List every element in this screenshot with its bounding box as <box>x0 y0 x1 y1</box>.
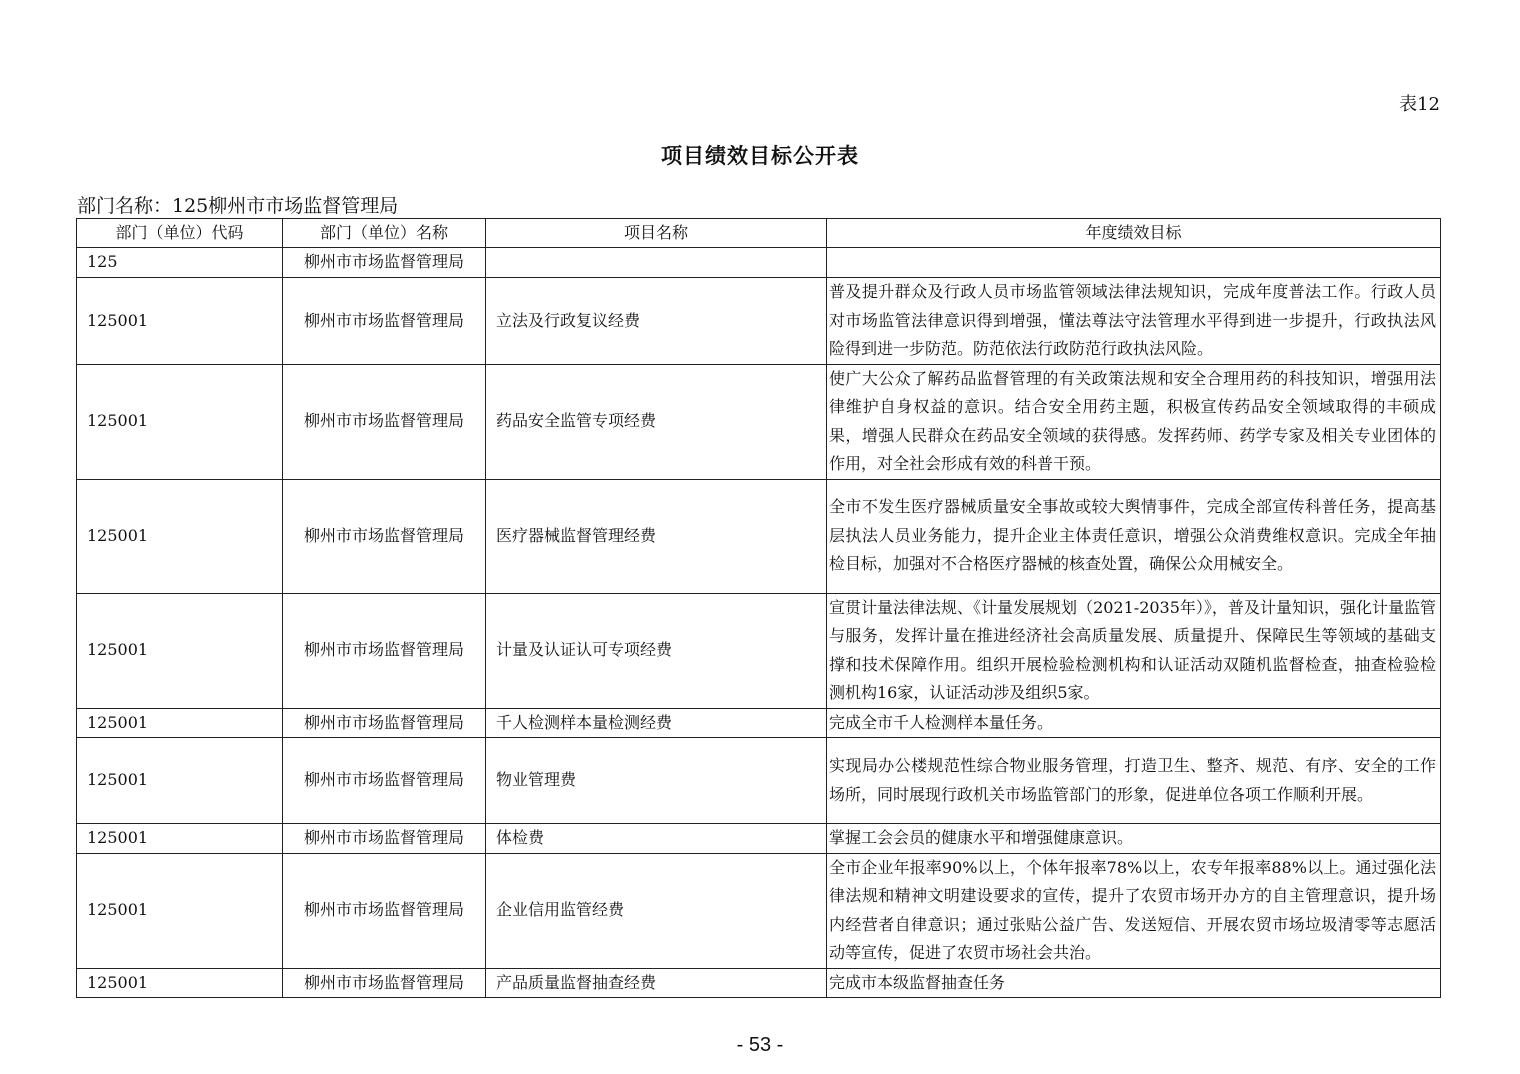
header-dept-code: 部门（单位）代码 <box>77 219 283 248</box>
cell-goal: 使广大公众了解药品监督管理的有关政策法规和安全合理用药的科技知识，增强用法律维护自身权益的意识。结合安全用药主题，积极宣传药品安全领域取得的丰硕成果，增强人民群众在药品安全领域的获得感。发挥药师、药学专家及相关专业团体的作用，对全社会形成有效的科普干预。 <box>827 364 1441 479</box>
cell-unit: 柳州市市场监督管理局 <box>283 738 486 824</box>
cell-project: 立法及行政复议经费 <box>486 278 827 365</box>
cell-code: 125001 <box>77 479 283 593</box>
cell-project: 企业信用监管经费 <box>486 853 827 968</box>
cell-code: 125 <box>77 248 283 278</box>
cell-unit: 柳州市市场监督管理局 <box>283 708 486 738</box>
cell-project: 千人检测样本量检测经费 <box>486 708 827 738</box>
table-header-row <box>77 219 1441 248</box>
header-dept-name: 部门（单位）名称 <box>283 219 486 248</box>
cell-unit: 柳州市市场监督管理局 <box>283 479 486 593</box>
header-project-name: 项目名称 <box>486 219 827 248</box>
cell-project: 物业管理费 <box>486 738 827 824</box>
table-row <box>77 364 1441 479</box>
cell-goal <box>827 248 1441 278</box>
cell-project: 产品质量监督抽查经费 <box>486 968 827 998</box>
table-row <box>77 738 1441 824</box>
cell-code: 125001 <box>77 738 283 824</box>
table-row <box>77 479 1441 593</box>
cell-goal: 完成全市千人检测样本量任务。 <box>827 708 1441 738</box>
cell-project <box>486 248 827 278</box>
header-annual-goal: 年度绩效目标 <box>827 219 1441 248</box>
cell-unit: 柳州市市场监督管理局 <box>283 824 486 854</box>
cell-project: 体检费 <box>486 824 827 854</box>
cell-unit: 柳州市市场监督管理局 <box>283 593 486 708</box>
cell-project: 医疗器械监督管理经费 <box>486 479 827 593</box>
cell-goal: 全市企业年报率90%以上，个体年报率78%以上，农专年报率88%以上。通过强化法律法规和精神文明建设要求的宣传，提升了农贸市场开办方的自主管理意识，提升场内经营者自律意识；通过张贴公益广告、发送短信、开展农贸市场垃圾清零等志愿活动等宣传，促进了农贸市场社会共治。 <box>827 853 1441 968</box>
cell-goal: 全市不发生医疗器械质量安全事故或较大舆情事件，完成全部宣传科普任务，提高基层执法人员业务能力，提升企业主体责任意识，增强公众消费维权意识。完成全年抽检目标，加强对不合格医疗器械的核查处置，确保公众用械安全。 <box>827 479 1441 593</box>
page-number: - 53 - <box>736 1034 784 1056</box>
table-row <box>77 853 1441 968</box>
cell-goal: 掌握工会会员的健康水平和增强健康意识。 <box>827 824 1441 854</box>
cell-code: 125001 <box>77 708 283 738</box>
cell-goal: 宣贯计量法律法规、《计量发展规划（2021-2035年）》，普及计量知识，强化计量监管与服务，发挥计量在推进经济社会高质量发展、质量提升、保障民生等领域的基础支撑和技术保障作用。组织开展检验检测机构和认证活动双随机监督检查，抽查检验检测机构16家，认证活动涉及组织5家。 <box>827 593 1441 708</box>
table-row <box>77 824 1441 854</box>
cell-code: 125001 <box>77 593 283 708</box>
cell-goal: 实现局办公楼规范性综合物业服务管理，打造卫生、整齐、规范、有序、安全的工作场所，同时展现行政机关市场监管部门的形象，促进单位各项工作顺利开展。 <box>827 738 1441 824</box>
table-row <box>77 708 1441 738</box>
cell-unit: 柳州市市场监督管理局 <box>283 364 486 479</box>
table-row <box>77 248 1441 278</box>
document-title: 项目绩效目标公开表 <box>661 143 859 168</box>
cell-goal: 完成市本级监督抽查任务 <box>827 968 1441 998</box>
cell-code: 125001 <box>77 853 283 968</box>
cell-unit: 柳州市市场监督管理局 <box>283 853 486 968</box>
table-number: 表12 <box>1399 94 1440 115</box>
performance-table-container <box>76 218 1440 998</box>
cell-goal: 普及提升群众及行政人员市场监管领域法律法规知识，完成年度普法工作。行政人员对市场监管法律意识得到增强，懂法尊法守法管理水平得到进一步提升，行政执法风险得到进一步防范。防范依法行政防范行政执法风险。 <box>827 278 1441 365</box>
performance-goals-table <box>76 218 1441 998</box>
cell-unit: 柳州市市场监督管理局 <box>283 278 486 365</box>
cell-project: 计量及认证认可专项经费 <box>486 593 827 708</box>
table-row <box>77 968 1441 998</box>
table-row <box>77 278 1441 365</box>
cell-code: 125001 <box>77 968 283 998</box>
table-row <box>77 593 1441 708</box>
cell-code: 125001 <box>77 278 283 365</box>
department-name: 部门名称：125柳州市市场监督管理局 <box>77 195 399 217</box>
cell-code: 125001 <box>77 364 283 479</box>
cell-code: 125001 <box>77 824 283 854</box>
cell-unit: 柳州市市场监督管理局 <box>283 968 486 998</box>
cell-project: 药品安全监管专项经费 <box>486 364 827 479</box>
cell-unit: 柳州市市场监督管理局 <box>283 248 486 278</box>
